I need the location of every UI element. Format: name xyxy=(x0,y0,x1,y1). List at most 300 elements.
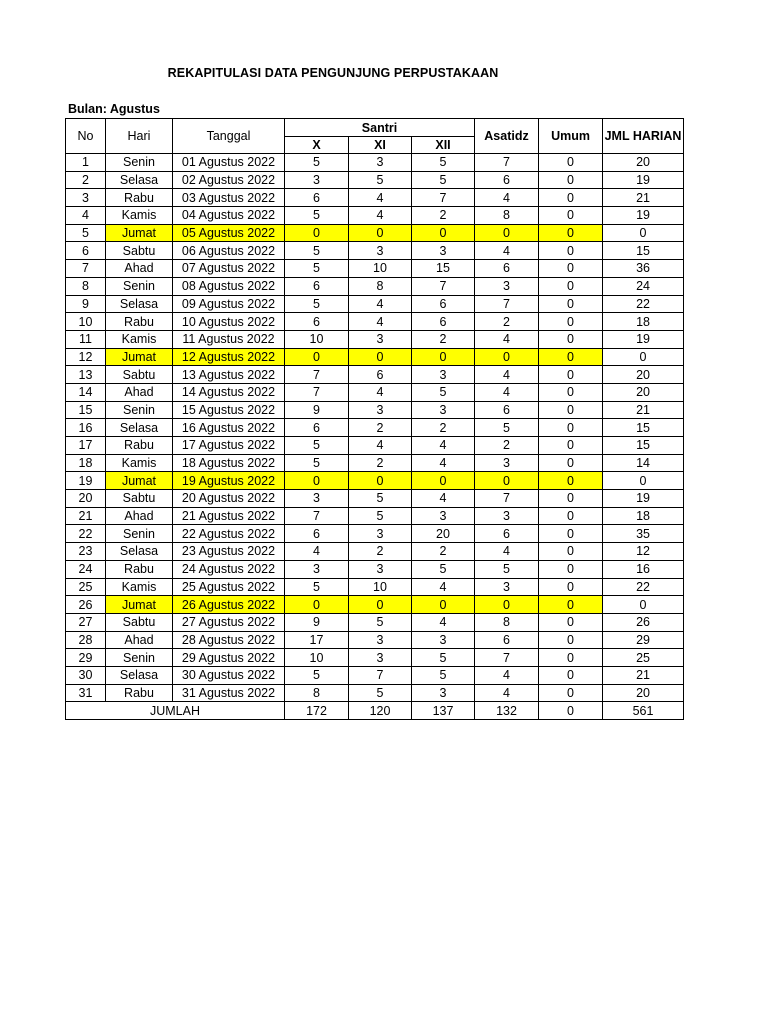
cell-hari: Kamis xyxy=(106,454,173,472)
cell-hari: Rabu xyxy=(106,560,173,578)
cell-xii: 4 xyxy=(412,613,475,631)
table-row xyxy=(66,295,684,313)
cell-xi: 5 xyxy=(349,613,412,631)
cell-tanggal: 21 Agustus 2022 xyxy=(173,507,285,525)
cell-x: 5 xyxy=(285,454,349,472)
cell-xii: 0 xyxy=(412,224,475,242)
cell-xi: 5 xyxy=(349,490,412,508)
total-xi: 120 xyxy=(349,702,412,720)
cell-xii: 0 xyxy=(412,348,475,366)
cell-xii: 3 xyxy=(412,507,475,525)
cell-asatidz: 7 xyxy=(475,649,539,667)
cell-jml-harian: 26 xyxy=(603,613,684,631)
cell-no: 2 xyxy=(66,171,106,189)
cell-hari: Ahad xyxy=(106,631,173,649)
header-no: No xyxy=(66,119,106,154)
table-row xyxy=(66,596,684,614)
cell-xi: 5 xyxy=(349,171,412,189)
cell-tanggal: 26 Agustus 2022 xyxy=(173,596,285,614)
cell-umum: 0 xyxy=(539,490,603,508)
cell-xii: 3 xyxy=(412,631,475,649)
cell-asatidz: 4 xyxy=(475,383,539,401)
cell-asatidz: 6 xyxy=(475,631,539,649)
cell-jml-harian: 25 xyxy=(603,649,684,667)
cell-tanggal: 25 Agustus 2022 xyxy=(173,578,285,596)
table-row xyxy=(66,631,684,649)
cell-tanggal: 28 Agustus 2022 xyxy=(173,631,285,649)
cell-xii: 4 xyxy=(412,437,475,455)
cell-no: 6 xyxy=(66,242,106,260)
header-x: X xyxy=(285,137,349,154)
cell-asatidz: 3 xyxy=(475,578,539,596)
cell-umum: 0 xyxy=(539,224,603,242)
cell-hari: Senin xyxy=(106,525,173,543)
header-asatidz: Asatidz xyxy=(475,119,539,154)
cell-jml-harian: 29 xyxy=(603,631,684,649)
cell-jml-harian: 19 xyxy=(603,330,684,348)
cell-xi: 10 xyxy=(349,260,412,278)
cell-xii: 7 xyxy=(412,277,475,295)
cell-hari: Jumat xyxy=(106,348,173,366)
cell-hari: Rabu xyxy=(106,437,173,455)
cell-tanggal: 23 Agustus 2022 xyxy=(173,543,285,561)
cell-tanggal: 05 Agustus 2022 xyxy=(173,224,285,242)
cell-xii: 15 xyxy=(412,260,475,278)
cell-asatidz: 2 xyxy=(475,437,539,455)
cell-tanggal: 15 Agustus 2022 xyxy=(173,401,285,419)
cell-xi: 3 xyxy=(349,401,412,419)
cell-x: 5 xyxy=(285,260,349,278)
cell-tanggal: 04 Agustus 2022 xyxy=(173,207,285,225)
visitor-table xyxy=(65,118,684,720)
cell-jml-harian: 22 xyxy=(603,295,684,313)
cell-no: 29 xyxy=(66,649,106,667)
cell-xi: 10 xyxy=(349,578,412,596)
cell-asatidz: 7 xyxy=(475,154,539,172)
cell-xi: 4 xyxy=(349,295,412,313)
cell-asatidz: 7 xyxy=(475,295,539,313)
cell-x: 5 xyxy=(285,242,349,260)
cell-jml-harian: 19 xyxy=(603,490,684,508)
table-row xyxy=(66,189,684,207)
cell-umum: 0 xyxy=(539,401,603,419)
cell-hari: Selasa xyxy=(106,419,173,437)
cell-no: 24 xyxy=(66,560,106,578)
cell-hari: Selasa xyxy=(106,666,173,684)
cell-hari: Senin xyxy=(106,649,173,667)
cell-asatidz: 4 xyxy=(475,242,539,260)
cell-x: 7 xyxy=(285,366,349,384)
cell-xii: 0 xyxy=(412,472,475,490)
cell-jml-harian: 21 xyxy=(603,189,684,207)
cell-xi: 3 xyxy=(349,631,412,649)
cell-xi: 4 xyxy=(349,313,412,331)
cell-jml-harian: 12 xyxy=(603,543,684,561)
cell-hari: Sabtu xyxy=(106,490,173,508)
cell-hari: Senin xyxy=(106,401,173,419)
cell-xi: 4 xyxy=(349,383,412,401)
cell-no: 20 xyxy=(66,490,106,508)
cell-hari: Ahad xyxy=(106,507,173,525)
cell-umum: 0 xyxy=(539,666,603,684)
cell-asatidz: 2 xyxy=(475,313,539,331)
month-label: Bulan: Agustus xyxy=(68,102,160,116)
cell-no: 14 xyxy=(66,383,106,401)
cell-umum: 0 xyxy=(539,171,603,189)
cell-x: 5 xyxy=(285,295,349,313)
cell-asatidz: 6 xyxy=(475,260,539,278)
cell-x: 10 xyxy=(285,330,349,348)
cell-hari: Rabu xyxy=(106,189,173,207)
table-row xyxy=(66,684,684,702)
cell-x: 5 xyxy=(285,578,349,596)
header-umum: Umum xyxy=(539,119,603,154)
cell-asatidz: 6 xyxy=(475,401,539,419)
table-row xyxy=(66,437,684,455)
cell-asatidz: 3 xyxy=(475,277,539,295)
cell-tanggal: 30 Agustus 2022 xyxy=(173,666,285,684)
cell-umum: 0 xyxy=(539,419,603,437)
cell-no: 16 xyxy=(66,419,106,437)
cell-asatidz: 4 xyxy=(475,666,539,684)
cell-no: 10 xyxy=(66,313,106,331)
cell-hari: Kamis xyxy=(106,207,173,225)
cell-jml-harian: 0 xyxy=(603,472,684,490)
cell-x: 6 xyxy=(285,313,349,331)
cell-no: 18 xyxy=(66,454,106,472)
cell-umum: 0 xyxy=(539,348,603,366)
cell-xii: 0 xyxy=(412,596,475,614)
cell-x: 3 xyxy=(285,490,349,508)
cell-asatidz: 8 xyxy=(475,207,539,225)
cell-xi: 5 xyxy=(349,684,412,702)
cell-asatidz: 4 xyxy=(475,330,539,348)
cell-xii: 5 xyxy=(412,383,475,401)
cell-xii: 4 xyxy=(412,490,475,508)
cell-umum: 0 xyxy=(539,207,603,225)
cell-jml-harian: 15 xyxy=(603,419,684,437)
cell-umum: 0 xyxy=(539,525,603,543)
cell-no: 26 xyxy=(66,596,106,614)
cell-x: 7 xyxy=(285,383,349,401)
cell-jml-harian: 18 xyxy=(603,313,684,331)
cell-tanggal: 22 Agustus 2022 xyxy=(173,525,285,543)
cell-xii: 5 xyxy=(412,649,475,667)
table-row xyxy=(66,560,684,578)
cell-umum: 0 xyxy=(539,649,603,667)
cell-x: 6 xyxy=(285,525,349,543)
cell-asatidz: 8 xyxy=(475,613,539,631)
header-santri: Santri xyxy=(285,119,475,137)
cell-jml-harian: 0 xyxy=(603,348,684,366)
cell-tanggal: 09 Agustus 2022 xyxy=(173,295,285,313)
cell-tanggal: 16 Agustus 2022 xyxy=(173,419,285,437)
cell-tanggal: 08 Agustus 2022 xyxy=(173,277,285,295)
total-x: 172 xyxy=(285,702,349,720)
cell-xii: 3 xyxy=(412,242,475,260)
cell-umum: 0 xyxy=(539,684,603,702)
cell-umum: 0 xyxy=(539,507,603,525)
header-xii: XII xyxy=(412,137,475,154)
table-row xyxy=(66,260,684,278)
cell-x: 5 xyxy=(285,437,349,455)
cell-umum: 0 xyxy=(539,383,603,401)
header-hari: Hari xyxy=(106,119,173,154)
cell-xi: 2 xyxy=(349,454,412,472)
cell-asatidz: 0 xyxy=(475,472,539,490)
cell-umum: 0 xyxy=(539,613,603,631)
cell-umum: 0 xyxy=(539,578,603,596)
cell-x: 6 xyxy=(285,419,349,437)
cell-x: 6 xyxy=(285,277,349,295)
cell-xi: 3 xyxy=(349,154,412,172)
cell-x: 5 xyxy=(285,207,349,225)
cell-asatidz: 4 xyxy=(475,366,539,384)
cell-x: 0 xyxy=(285,596,349,614)
cell-jml-harian: 0 xyxy=(603,224,684,242)
cell-xii: 2 xyxy=(412,543,475,561)
cell-hari: Senin xyxy=(106,154,173,172)
cell-umum: 0 xyxy=(539,560,603,578)
cell-xi: 2 xyxy=(349,543,412,561)
cell-jml-harian: 16 xyxy=(603,560,684,578)
cell-tanggal: 17 Agustus 2022 xyxy=(173,437,285,455)
cell-no: 25 xyxy=(66,578,106,596)
cell-xi: 3 xyxy=(349,330,412,348)
cell-xii: 20 xyxy=(412,525,475,543)
table-row xyxy=(66,666,684,684)
cell-jml-harian: 36 xyxy=(603,260,684,278)
cell-xi: 3 xyxy=(349,560,412,578)
cell-umum: 0 xyxy=(539,596,603,614)
cell-asatidz: 0 xyxy=(475,348,539,366)
cell-hari: Kamis xyxy=(106,330,173,348)
total-row xyxy=(66,702,684,720)
cell-jml-harian: 24 xyxy=(603,277,684,295)
table-row xyxy=(66,348,684,366)
cell-jml-harian: 15 xyxy=(603,242,684,260)
cell-umum: 0 xyxy=(539,437,603,455)
cell-no: 1 xyxy=(66,154,106,172)
cell-no: 13 xyxy=(66,366,106,384)
header-tanggal: Tanggal xyxy=(173,119,285,154)
cell-xii: 3 xyxy=(412,366,475,384)
cell-asatidz: 5 xyxy=(475,419,539,437)
table-row xyxy=(66,383,684,401)
cell-xi: 4 xyxy=(349,207,412,225)
cell-hari: Selasa xyxy=(106,171,173,189)
cell-tanggal: 24 Agustus 2022 xyxy=(173,560,285,578)
table-row xyxy=(66,507,684,525)
cell-x: 3 xyxy=(285,171,349,189)
cell-xi: 0 xyxy=(349,596,412,614)
cell-asatidz: 3 xyxy=(475,507,539,525)
cell-hari: Senin xyxy=(106,277,173,295)
cell-x: 0 xyxy=(285,472,349,490)
cell-xii: 5 xyxy=(412,666,475,684)
table-row xyxy=(66,207,684,225)
cell-jml-harian: 35 xyxy=(603,525,684,543)
cell-xi: 8 xyxy=(349,277,412,295)
table-row xyxy=(66,613,684,631)
cell-tanggal: 18 Agustus 2022 xyxy=(173,454,285,472)
table-row xyxy=(66,242,684,260)
total-asatidz: 132 xyxy=(475,702,539,720)
cell-xii: 3 xyxy=(412,401,475,419)
table-row xyxy=(66,525,684,543)
table-row xyxy=(66,330,684,348)
cell-xi: 4 xyxy=(349,189,412,207)
cell-no: 12 xyxy=(66,348,106,366)
cell-xii: 5 xyxy=(412,154,475,172)
cell-xii: 6 xyxy=(412,295,475,313)
cell-xi: 6 xyxy=(349,366,412,384)
cell-hari: Sabtu xyxy=(106,242,173,260)
cell-jml-harian: 20 xyxy=(603,684,684,702)
cell-xi: 5 xyxy=(349,507,412,525)
cell-xi: 0 xyxy=(349,472,412,490)
cell-jml-harian: 20 xyxy=(603,383,684,401)
cell-x: 3 xyxy=(285,560,349,578)
cell-tanggal: 19 Agustus 2022 xyxy=(173,472,285,490)
cell-x: 4 xyxy=(285,543,349,561)
cell-umum: 0 xyxy=(539,260,603,278)
cell-no: 4 xyxy=(66,207,106,225)
cell-x: 6 xyxy=(285,189,349,207)
total-xii: 137 xyxy=(412,702,475,720)
cell-x: 0 xyxy=(285,348,349,366)
cell-umum: 0 xyxy=(539,366,603,384)
cell-x: 9 xyxy=(285,613,349,631)
page-title: REKAPITULASI DATA PENGUNJUNG PERPUSTAKAAN xyxy=(167,66,499,80)
cell-jml-harian: 21 xyxy=(603,401,684,419)
cell-tanggal: 07 Agustus 2022 xyxy=(173,260,285,278)
cell-xi: 3 xyxy=(349,649,412,667)
cell-no: 3 xyxy=(66,189,106,207)
cell-tanggal: 02 Agustus 2022 xyxy=(173,171,285,189)
cell-asatidz: 0 xyxy=(475,224,539,242)
cell-no: 8 xyxy=(66,277,106,295)
table-row xyxy=(66,277,684,295)
table-row xyxy=(66,366,684,384)
cell-hari: Ahad xyxy=(106,260,173,278)
cell-jml-harian: 21 xyxy=(603,666,684,684)
cell-xi: 0 xyxy=(349,224,412,242)
cell-no: 28 xyxy=(66,631,106,649)
table-row xyxy=(66,401,684,419)
cell-x: 7 xyxy=(285,507,349,525)
cell-xi: 3 xyxy=(349,242,412,260)
cell-jml-harian: 15 xyxy=(603,437,684,455)
cell-no: 30 xyxy=(66,666,106,684)
cell-x: 9 xyxy=(285,401,349,419)
cell-no: 5 xyxy=(66,224,106,242)
cell-hari: Ahad xyxy=(106,383,173,401)
cell-no: 9 xyxy=(66,295,106,313)
cell-hari: Selasa xyxy=(106,295,173,313)
table-row xyxy=(66,543,684,561)
total-umum: 0 xyxy=(539,702,603,720)
cell-umum: 0 xyxy=(539,472,603,490)
cell-xii: 4 xyxy=(412,578,475,596)
table-row xyxy=(66,578,684,596)
cell-umum: 0 xyxy=(539,242,603,260)
cell-no: 11 xyxy=(66,330,106,348)
cell-jml-harian: 14 xyxy=(603,454,684,472)
cell-jml-harian: 22 xyxy=(603,578,684,596)
cell-tanggal: 12 Agustus 2022 xyxy=(173,348,285,366)
cell-xii: 2 xyxy=(412,330,475,348)
cell-asatidz: 4 xyxy=(475,189,539,207)
cell-hari: Rabu xyxy=(106,313,173,331)
cell-xi: 2 xyxy=(349,419,412,437)
cell-asatidz: 0 xyxy=(475,596,539,614)
cell-xii: 6 xyxy=(412,313,475,331)
cell-jml-harian: 18 xyxy=(603,507,684,525)
cell-hari: Kamis xyxy=(106,578,173,596)
cell-umum: 0 xyxy=(539,330,603,348)
cell-jml-harian: 20 xyxy=(603,154,684,172)
cell-x: 8 xyxy=(285,684,349,702)
cell-tanggal: 11 Agustus 2022 xyxy=(173,330,285,348)
cell-asatidz: 4 xyxy=(475,684,539,702)
cell-tanggal: 14 Agustus 2022 xyxy=(173,383,285,401)
cell-jml-harian: 19 xyxy=(603,207,684,225)
header-xi: XI xyxy=(349,137,412,154)
table-row xyxy=(66,224,684,242)
cell-no: 7 xyxy=(66,260,106,278)
cell-tanggal: 20 Agustus 2022 xyxy=(173,490,285,508)
cell-no: 22 xyxy=(66,525,106,543)
cell-x: 5 xyxy=(285,666,349,684)
cell-umum: 0 xyxy=(539,543,603,561)
header-jml-harian: JML HARIAN xyxy=(603,119,684,154)
cell-xii: 5 xyxy=(412,560,475,578)
cell-tanggal: 29 Agustus 2022 xyxy=(173,649,285,667)
cell-xii: 3 xyxy=(412,684,475,702)
cell-x: 5 xyxy=(285,154,349,172)
cell-hari: Rabu xyxy=(106,684,173,702)
cell-no: 27 xyxy=(66,613,106,631)
cell-no: 31 xyxy=(66,684,106,702)
cell-umum: 0 xyxy=(539,189,603,207)
cell-hari: Jumat xyxy=(106,224,173,242)
table-row xyxy=(66,313,684,331)
cell-asatidz: 5 xyxy=(475,560,539,578)
cell-xii: 7 xyxy=(412,189,475,207)
table-row xyxy=(66,419,684,437)
cell-umum: 0 xyxy=(539,313,603,331)
table-body xyxy=(66,154,684,702)
cell-umum: 0 xyxy=(539,454,603,472)
cell-asatidz: 7 xyxy=(475,490,539,508)
table-row xyxy=(66,171,684,189)
cell-tanggal: 01 Agustus 2022 xyxy=(173,154,285,172)
cell-hari: Jumat xyxy=(106,596,173,614)
cell-xi: 0 xyxy=(349,348,412,366)
cell-hari: Sabtu xyxy=(106,613,173,631)
cell-no: 23 xyxy=(66,543,106,561)
cell-asatidz: 6 xyxy=(475,525,539,543)
cell-no: 21 xyxy=(66,507,106,525)
cell-x: 10 xyxy=(285,649,349,667)
cell-no: 15 xyxy=(66,401,106,419)
table-row xyxy=(66,490,684,508)
cell-asatidz: 3 xyxy=(475,454,539,472)
cell-xi: 4 xyxy=(349,437,412,455)
cell-jml-harian: 19 xyxy=(603,171,684,189)
table-row xyxy=(66,649,684,667)
